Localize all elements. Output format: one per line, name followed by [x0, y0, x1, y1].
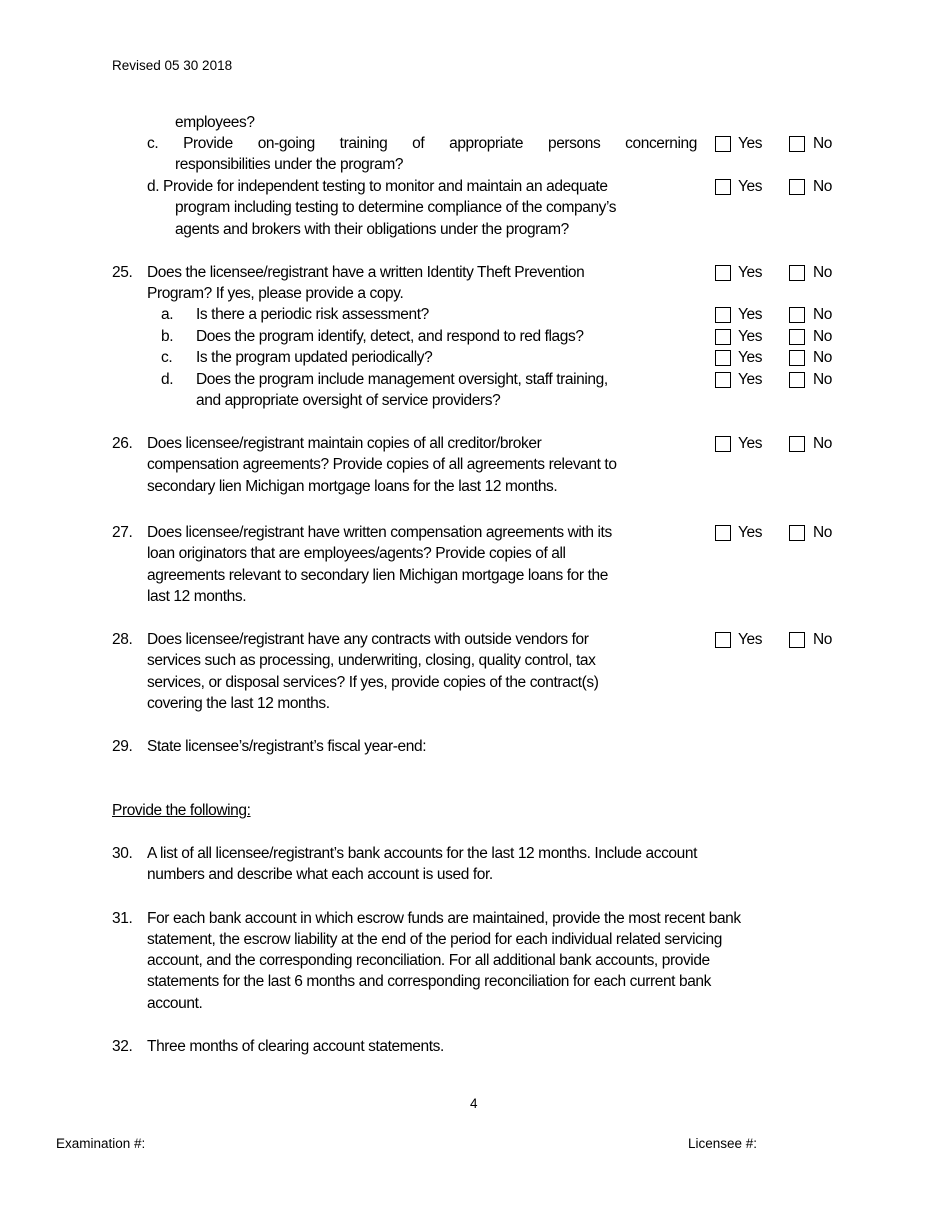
q26-yes-checkbox[interactable]	[715, 436, 731, 452]
q25-no-checkbox[interactable]	[789, 265, 805, 281]
q31-number: 31.	[112, 910, 133, 927]
q25d-no-label: No	[813, 371, 833, 388]
q25b-text: Does the program identify, detect, and respond to red flags?	[196, 328, 584, 345]
q25-number: 25.	[112, 264, 133, 281]
q24c-no-label: No	[813, 135, 833, 152]
q31-text-line1: For each bank account in which escrow funds are maintained, provide the most recent bank	[147, 910, 741, 927]
q30-number: 30.	[112, 845, 133, 862]
q26-no-checkbox[interactable]	[789, 436, 805, 452]
q32-text: Three months of clearing account statements.	[147, 1038, 444, 1055]
q25d-yes-label: Yes	[738, 371, 763, 388]
q28-text-line2: services such as processing, underwriting, closing, quality control, tax	[147, 652, 596, 669]
q28-text-line4: covering the last 12 months.	[147, 695, 330, 712]
q28-yes-label: Yes	[738, 631, 763, 648]
q24d-yes-label: Yes	[738, 178, 763, 195]
q24c-yes-label: Yes	[738, 135, 763, 152]
q27-yes-checkbox[interactable]	[715, 525, 731, 541]
q24d-yes-checkbox[interactable]	[715, 179, 731, 195]
q25b-letter: b.	[161, 328, 174, 345]
q28-number: 28.	[112, 631, 133, 648]
q24d-text-line1: d. Provide for independent testing to monitor and maintain an adequate	[147, 178, 608, 195]
q24c-yes-checkbox[interactable]	[715, 136, 731, 152]
q25b-no-checkbox[interactable]	[789, 329, 805, 345]
q31-text-line3: account, and the corresponding reconciliation. For all additional bank accounts, provide	[147, 952, 710, 969]
q26-yes-label: Yes	[738, 435, 763, 452]
q27-yes-label: Yes	[738, 524, 763, 541]
q24c-text-line1: c. Provide on-going training of appropriate persons concerning	[147, 135, 697, 152]
footer-examination-label: Examination #:	[56, 1136, 146, 1151]
q25b-yes-checkbox[interactable]	[715, 329, 731, 345]
q28-text-line1: Does licensee/registrant have any contracts with outside vendors for	[147, 631, 589, 648]
q25d-text-line1: Does the program include management oversight, staff training,	[196, 371, 608, 388]
q25a-no-label: No	[813, 306, 833, 323]
q25c-yes-checkbox[interactable]	[715, 350, 731, 366]
provide-heading: Provide the following:	[112, 802, 251, 819]
q25a-no-checkbox[interactable]	[789, 307, 805, 323]
page-number: 4	[470, 1096, 478, 1111]
q26-no-label: No	[813, 435, 833, 452]
footer-licensee-label: Licensee #:	[688, 1136, 758, 1151]
q24c-text-line2: responsibilities under the program?	[175, 156, 404, 173]
q27-text-line2: loan originators that are employees/agents? Provide copies of all	[147, 545, 566, 562]
q29-number: 29.	[112, 738, 133, 755]
q32-number: 32.	[112, 1038, 133, 1055]
q25-yes-label: Yes	[738, 264, 763, 281]
q27-no-checkbox[interactable]	[789, 525, 805, 541]
q31-text-line5: account.	[147, 995, 203, 1012]
q24d-no-label: No	[813, 178, 833, 195]
q25c-text: Is the program updated periodically?	[196, 349, 433, 366]
q27-no-label: No	[813, 524, 833, 541]
q30-text-line1: A list of all licensee/registrant’s bank accounts for the last 12 months. Include account	[147, 845, 697, 862]
q25-yes-checkbox[interactable]	[715, 265, 731, 281]
q25a-yes-checkbox[interactable]	[715, 307, 731, 323]
q25a-letter: a.	[161, 306, 174, 323]
q25c-yes-label: Yes	[738, 349, 763, 366]
q25-text-line1: Does the licensee/registrant have a written Identity Theft Prevention	[147, 264, 585, 281]
q28-text-line3: services, or disposal services? If yes, provide copies of the contract(s)	[147, 674, 599, 691]
q25d-letter: d.	[161, 371, 174, 388]
q28-yes-checkbox[interactable]	[715, 632, 731, 648]
q24d-text-line2: program including testing to determine compliance of the company’s	[175, 199, 617, 216]
q30-text-line2: numbers and describe what each account is used for.	[147, 866, 493, 883]
q25-no-label: No	[813, 264, 833, 281]
q25c-no-checkbox[interactable]	[789, 350, 805, 366]
q25c-no-label: No	[813, 349, 833, 366]
q25d-yes-checkbox[interactable]	[715, 372, 731, 388]
q27-text-line1: Does licensee/registrant have written compensation agreements with its	[147, 524, 612, 541]
q26-text-line1: Does licensee/registrant maintain copies of all creditor/broker	[147, 435, 542, 452]
q25d-text-line2: and appropriate oversight of service providers?	[196, 392, 501, 409]
q28-no-label: No	[813, 631, 833, 648]
q25c-letter: c.	[161, 349, 173, 366]
q25-text-line2: Program? If yes, please provide a copy.	[147, 285, 404, 302]
revised-date: Revised 05 30 2018	[112, 58, 233, 73]
q26-text-line2: compensation agreements? Provide copies of all agreements relevant to	[147, 456, 617, 473]
q27-text-line4: last 12 months.	[147, 588, 247, 605]
q26-text-line3: secondary lien Michigan mortgage loans for the last 12 months.	[147, 478, 558, 495]
q24d-no-checkbox[interactable]	[789, 179, 805, 195]
q27-number: 27.	[112, 524, 133, 541]
q25a-yes-label: Yes	[738, 306, 763, 323]
q25b-yes-label: Yes	[738, 328, 763, 345]
q25b-no-label: No	[813, 328, 833, 345]
q31-text-line4: statements for the last 6 months and corresponding reconciliation for each current bank	[147, 973, 712, 990]
q24c-no-checkbox[interactable]	[789, 136, 805, 152]
q27-text-line3: agreements relevant to secondary lien Michigan mortgage loans for the	[147, 567, 608, 584]
q25a-text: Is there a periodic risk assessment?	[196, 306, 429, 323]
q29-text: State licensee’s/registrant’s fiscal year-end:	[147, 738, 427, 755]
q24-cont-text: employees?	[175, 114, 255, 131]
q28-no-checkbox[interactable]	[789, 632, 805, 648]
q31-text-line2: statement, the escrow liability at the end of the period for each individual related servicing	[147, 931, 722, 948]
q25d-no-checkbox[interactable]	[789, 372, 805, 388]
q24d-text-line3: agents and brokers with their obligations under the program?	[175, 221, 569, 238]
q26-number: 26.	[112, 435, 133, 452]
